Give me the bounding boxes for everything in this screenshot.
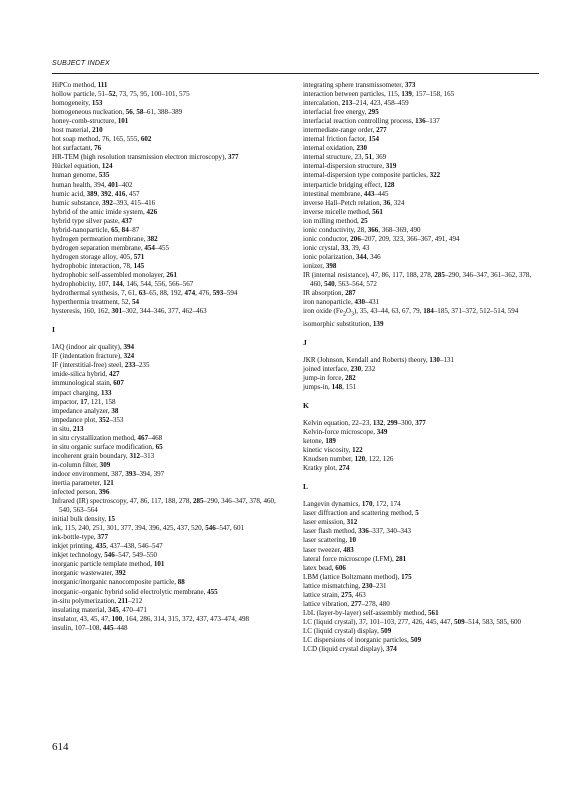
index-entry: kinetic viscosity, 122 [303,446,363,455]
index-entry: hydrothermal synthesis, 7, 61, 63–65, 88, 192, 474, 476, 593–594 [52,289,238,298]
index-entry: internal-dispersion type composite particles, 322 [303,171,441,180]
index-entry: inkjet printing, 435, 437–438, 546–547 [52,542,163,551]
index-entry: in situ organic surface modification, 65 [52,442,163,451]
index-entry: latex bead, 606 [303,563,346,572]
index-entry: honey-comb-structure, 101 [52,117,129,126]
index-entry: Kelvin-force microscope, 349 [303,428,388,436]
index-entry: ionic conductivity, 28, 366, 368–369, 490 [303,225,421,234]
index-entry: IR absorption, 287 [303,289,356,298]
index-entry: in situ crystallization method, 467–468 [52,433,163,442]
index-entry: Kelvin equation, 22–23, 132, 299–300, 377 [303,418,426,427]
index-entry: impedance plot, 352–353 [52,415,124,424]
index-entry: LC (liquid crystal), 37, 101–103, 277, 426, 445, 447, 509–514, 583, 585, 600 [303,617,522,626]
index-entry: immunological stain, 607 [52,379,124,388]
index-entry: jump-in force, 282 [303,373,356,382]
index-entry: internal friction factor, 154 [303,135,380,144]
index-entry: ketone, 189 [303,437,336,446]
index-entry: hollow particle, 51–52, 73, 75, 95, 100–101, 575 [52,90,190,99]
index-entry: impact charging, 133 [52,388,112,397]
index-entry: lattice vibration, 277–278, 480 [303,599,390,608]
index-entry: IF (indentation fracture), 324 [52,352,135,361]
index-column-left [52,81,288,633]
index-entry: hybrid type silver paste, 437 [52,216,133,225]
index-entry: inverse Hall–Petch relation, 36, 324 [303,198,405,207]
index-entry: inorganic wastewater, 392 [52,569,126,578]
index-entry: infected person, 396 [52,488,110,497]
index-entry: insulating material, 345, 470–471 [52,605,147,614]
index-entry: hydrogen storage alloy, 405, 571 [52,252,145,261]
index-entry: lattice strain, 275, 463 [303,590,366,599]
index-entry: iron nanoparticle, 430–431 [303,298,380,307]
index-entry: HR-TEM (high resolution transmission electron microscopy), 377 [52,153,239,162]
index-entry: isomorphic substitution, 139 [303,319,384,328]
index-entry: humic acid, 389, 392, 416, 457 [52,189,140,198]
index-entry: lateral force microscope (LFM), 281 [303,554,407,563]
index-entry: LC (liquid crystal) display, 509 [303,626,392,635]
index-entry: impactor, 17, 121, 158 [52,397,116,406]
index-entry: joined interface, 230, 232 [303,364,376,373]
index-entry: jumps-in, 148, 151 [303,382,357,391]
index-entry: JKR (Johnson, Kendall and Roberts) theory, 130–131 [303,355,455,364]
index-entry: hydrophobic self-assembled monolayer, 261 [52,270,177,279]
index-entry: homogeneity, 153 [52,99,103,108]
index-entry: intestinal membrane, 443–445 [303,189,389,198]
section-letter: L [303,482,309,492]
index-entry: Kratky plot, 274 [303,464,350,473]
index-entry: homogeneous nucleation, 56, 58–61, 388–389 [52,108,183,117]
index-entry: insulin, 107–108, 445–448 [52,623,128,632]
index-entry: initial bulk density, 15 [52,515,115,524]
index-entry: interfacial free energy, 295 [303,108,379,117]
index-entry: ionic conductor, 206–207, 209, 323, 366–367, 491, 494 [303,234,460,243]
index-entry: laser diffraction and scattering method, 5 [303,509,419,518]
index-entry: in situ, 213 [52,424,84,433]
index-entry: inorganic particle template method, 101 [52,560,165,569]
index-entry: hysteresis, 160, 162, 301–302, 344–346, 377, 462–463 [52,307,207,316]
page-number: 614 [52,741,69,753]
index-entry: LbL (layer-by-layer) self-assembly method, 561 [303,608,439,617]
index-entry: hot soap method, 76, 165, 555, 602 [52,135,152,144]
index-entry: in-column filter, 309 [52,460,111,469]
index-entry: incoherent grain boundary, 312–313 [52,451,155,460]
index-entry: in-situ polymerization, 211–212 [52,596,143,605]
index-entry: inertia parameter, 121 [52,478,114,487]
section-letter: J [303,337,307,347]
index-entry: hybrid-nanoparticle, 65, 84–87 [52,225,140,234]
index-entry: Hückel equation, 124 [52,162,113,171]
section-letter: K [303,400,309,410]
index-entry: HiPCo method, 111 [52,81,108,89]
index-entry: laser tweezer, 483 [303,545,354,554]
index-entry: ionic polarization, 344, 346 [303,252,381,261]
index-entry: internal-dispersion structure, 319 [303,162,397,171]
header-rule [52,73,539,74]
index-entry: laser scattering, 10 [303,536,357,545]
index-entry: inorganic–organic hybrid solid electrolytic membrane, 455 [52,587,218,596]
index-entry: integrating sphere transmissometer, 373 [303,81,416,89]
section-letter: I [52,325,55,335]
index-entry: IAQ (indoor air quality), 394 [52,343,135,352]
index-column-right [303,81,539,654]
index-entry: inverse micelle method, 561 [303,207,383,216]
index-entry: ink-bottle-type, 377 [52,533,108,542]
index-entry: humic substance, 392–393, 415–416 [52,198,156,207]
index-entry: laser emission, 312 [303,518,358,527]
index-entry: hyperthermia treatment, 52, 54 [52,298,140,307]
index-entry: hot surfactant, 76 [52,144,102,153]
index-entry: inorganic/inorganic nanocomposite particle, 88 [52,578,185,587]
index-entry: hydrophobicity, 107, 144, 146, 544, 556, 566–567 [52,280,194,289]
index-entry: inkjet technology, 546–547, 549–550 [52,551,158,560]
index-entry: imide-silica hybrid, 427 [52,370,120,379]
index-entry: ink, 115, 240, 251, 301, 377, 394, 396, 425, 437, 520, 546–547, 601 [52,524,244,533]
index-entry: IR (internal resistance), 47, 86, 117, 188, 278, 285–290, 346–347, 361–362, 378, 460, 540, 563–564, 572 [303,270,532,289]
index-entry: Langevin dynamics, 170, 172, 174 [303,500,401,509]
index-entry: ionizer, 398 [303,261,337,270]
index-entry: hydrogen separation membrane, 454–455 [52,243,170,252]
index-entry: intermediate-range order, 277 [303,126,387,135]
index-entry: iron oxide $(Fe_2O_3)$, 35, 43–44, 63, 67, 79, 184–185, 371–372, 512–514, 594 [303,307,519,318]
index-entry: internal oxidation, 230 [303,144,368,153]
index-entry: interfacial reaction controlling process, 136–137 [303,117,440,126]
index-entry: ion milling method, 25 [303,216,368,225]
index-entry: intercalation, 213–214, 423, 458–459 [303,99,409,108]
index-entry: hydrophobic interaction, 78, 145 [52,261,145,270]
index-entry: interaction between particles, 115, 139, 157–158, 165 [303,90,455,99]
index-entry: lattice mismatching, 230–231 [303,581,387,590]
index-entry: impedance analyzer, 38 [52,406,119,415]
index-entry: hydrogen permeation membrane, 382 [52,234,158,243]
index-entry: hybrid of the amic imide system, 426 [52,207,158,216]
index-entry: human genome, 535 [52,171,110,180]
index-entry: human health, 394, 401–402 [52,180,133,189]
index-entry: interparticle bridging effect, 128 [303,180,395,189]
index-entry: Infrared (IR) spectroscopy, 47, 86, 117, 188, 278, 285–290, 346–347, 378, 460, 540, 563–564 [52,497,276,515]
index-entry: host material, 210 [52,126,103,135]
index-entry: indoor environment, 387, 393–394, 397 [52,469,165,478]
index-entry: ionic crystal, 33, 39, 43 [303,243,370,252]
index-entry: LC dispersions of inorganic particles, 509 [303,635,422,644]
index-entry: internal structure, 23, 51, 369 [303,153,387,162]
index-entry: insulator, 43, 45, 47, 100, 164, 286, 314, 315, 372, 437, 473–474, 498 [52,614,250,623]
index-entry: Knudsen number, 120, 122, 126 [303,455,394,464]
index-entry: LBM (lattice Boltzmann method), 175 [303,572,412,581]
index-entry: laser flash method, 336–337, 340–343 [303,527,412,536]
running-header: SUBJECT INDEX [52,60,110,67]
index-entry: LCD (liquid crystal display), 374 [303,645,397,654]
index-entry: IF (interstitial-free) steel, 233–235 [52,361,150,370]
